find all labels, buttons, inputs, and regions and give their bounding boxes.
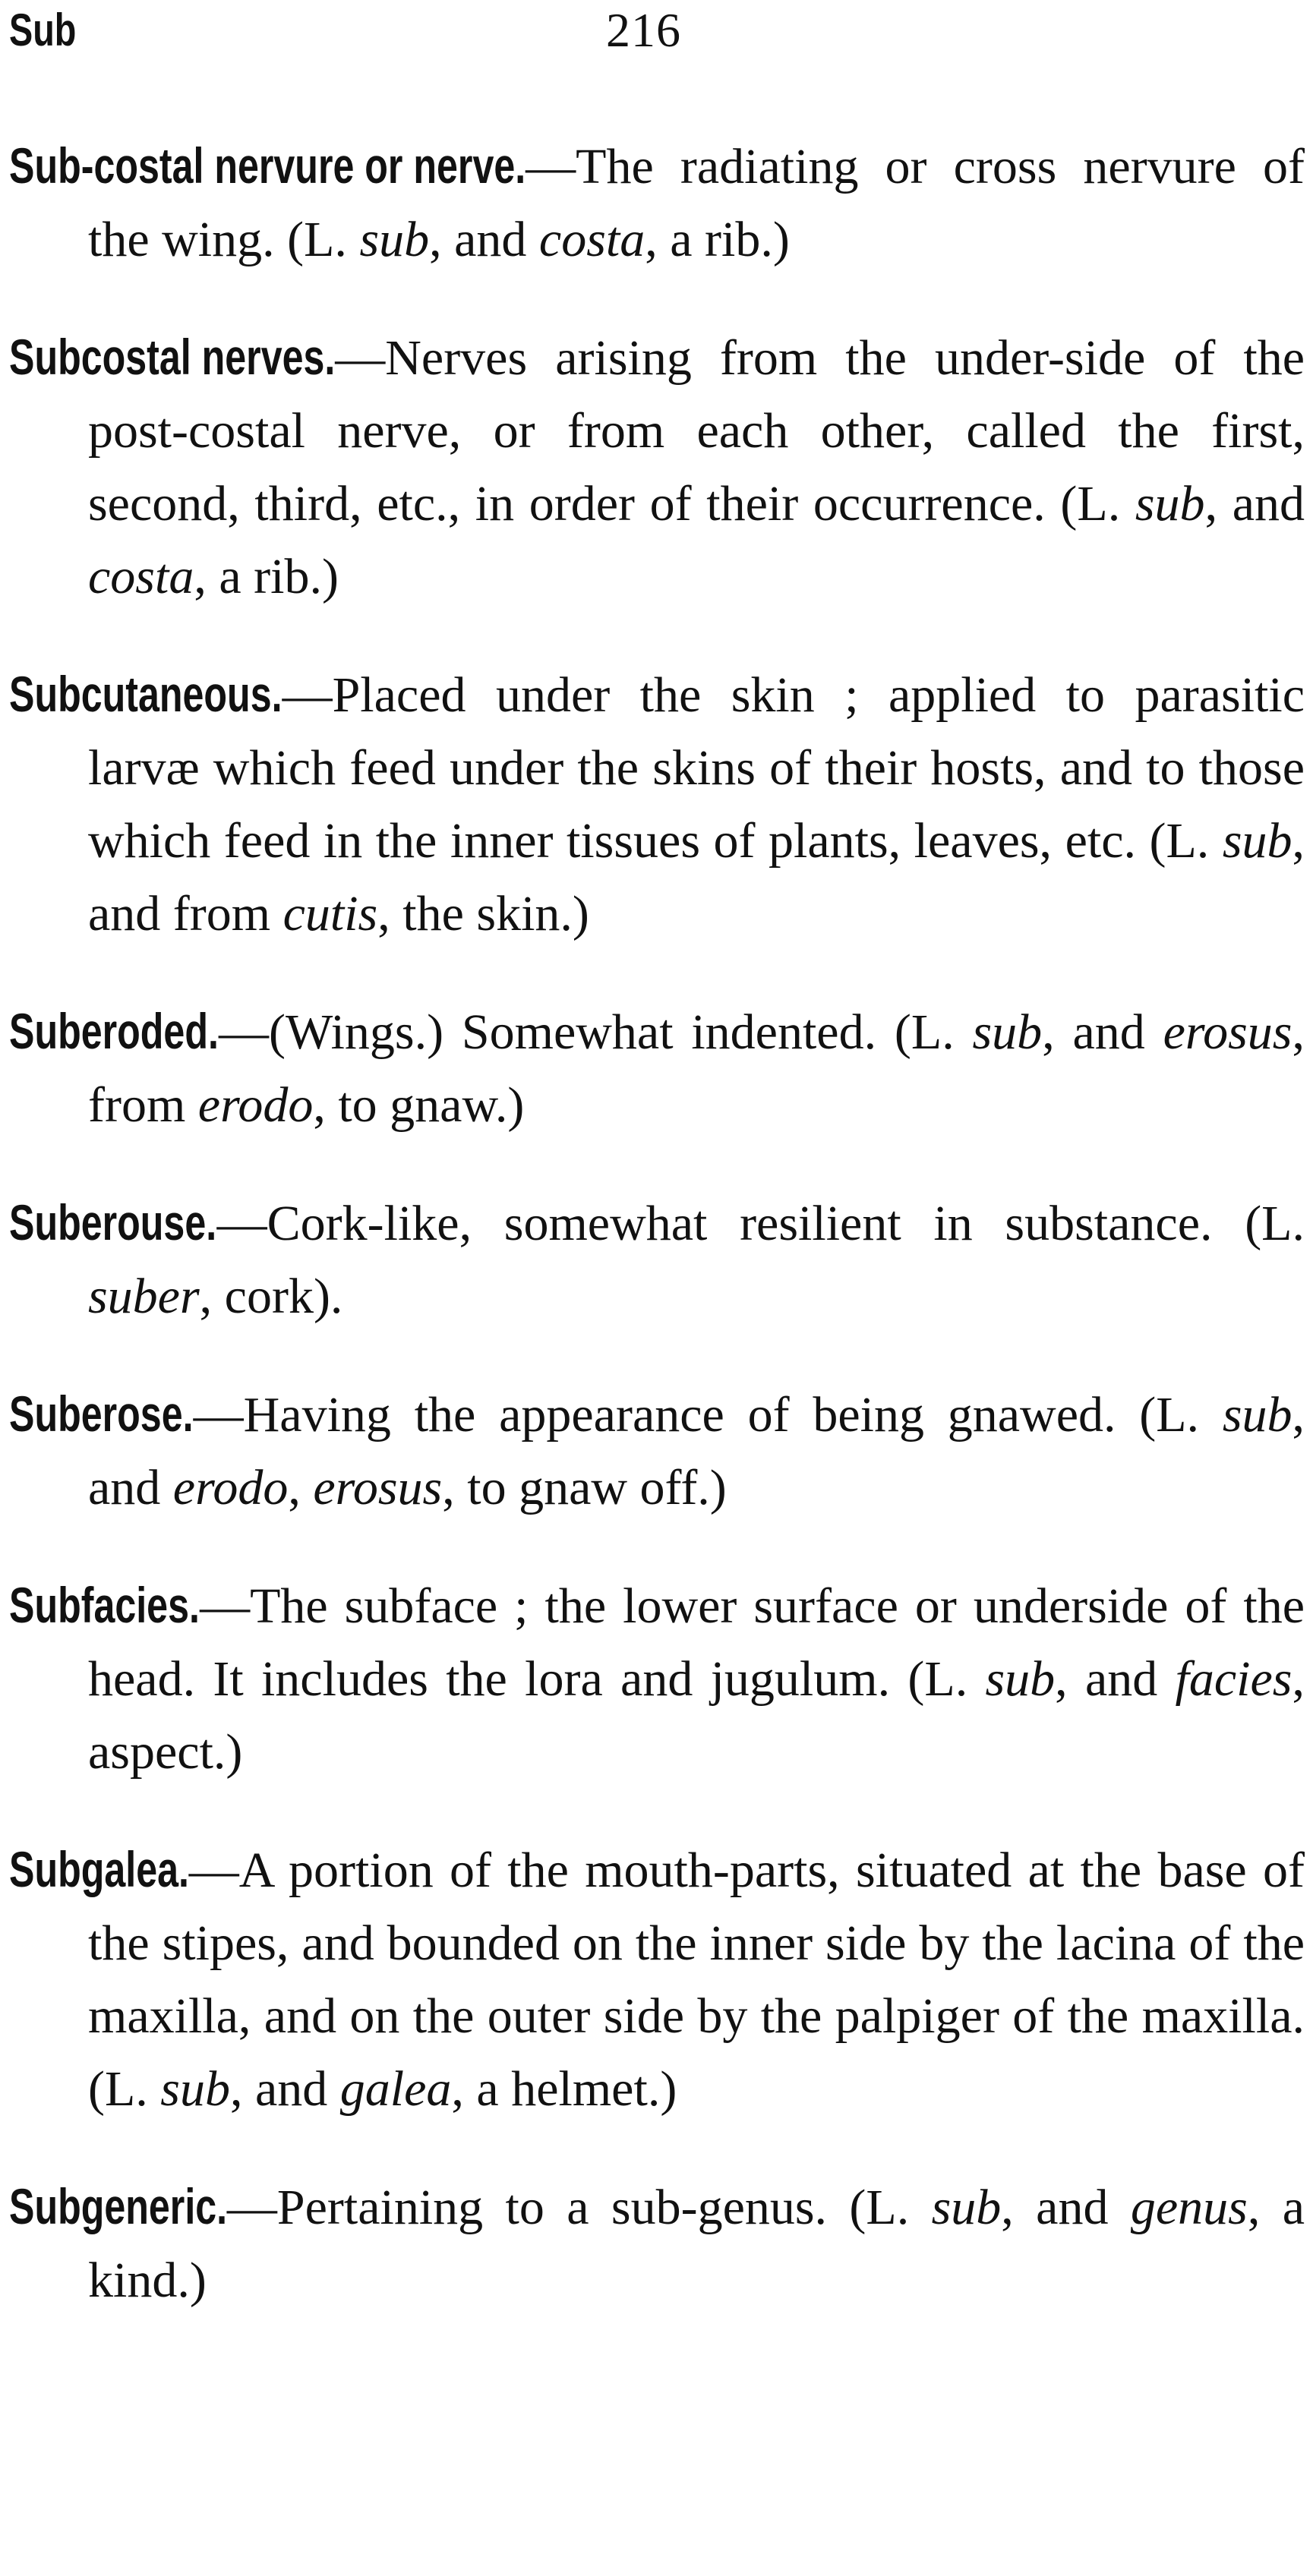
entry-definition: —The radiating or cross nervure of the wing. (L. sub, and costa, a rib.) <box>88 139 1305 267</box>
entry <box>9 1186 1305 1333</box>
entry <box>9 995 1305 1142</box>
entry-definition: —Cork-like, somewhat resilient in substance. (L. suber, cork). <box>88 1196 1305 1324</box>
running-head-word: Sub <box>9 5 77 55</box>
entry-definition: —Having the appearance of being gnawed. (L. sub, and erodo, erosus, to gnaw off.) <box>88 1387 1305 1515</box>
entry <box>9 1833 1305 2126</box>
entry-term: Subcutaneous. <box>9 666 282 722</box>
entry-term: Subcostal nerves. <box>9 329 336 385</box>
entry-definition: —The subface ; the lower surface or underside of the head. It includes the lora and jugulum. (L. sub, and facies, aspect.) <box>88 1578 1305 1780</box>
entry-definition: —Placed under the skin ; applied to parasitic larvæ which feed under the skins of their hosts, and to those which feed in the inner tissues of plants, leaves, etc. (L. sub, and from cutis, the skin.) <box>88 667 1305 941</box>
entry-term: Suberose. <box>9 1386 194 1442</box>
entry-term: Subgeneric. <box>9 2178 228 2234</box>
entry <box>9 129 1305 276</box>
entry <box>9 320 1305 613</box>
entry <box>9 2170 1305 2317</box>
page-number: 216 <box>606 3 681 57</box>
entry-term: Subgalea. <box>9 1841 189 1897</box>
entry <box>9 1569 1305 1789</box>
entry <box>9 1377 1305 1524</box>
entry-term: Subfacies. <box>9 1577 200 1633</box>
entry-definition: —(Wings.) Somewhat indented. (L. sub, and erosus, from erodo, to gnaw.) <box>88 1004 1305 1133</box>
entry-term: Suberouse. <box>9 1194 217 1250</box>
entry-definition: —Pertaining to a sub-genus. (L. sub, and genus, a kind.) <box>88 2180 1305 2308</box>
running-head <box>6 0 1307 91</box>
entry-definition: —A portion of the mouth-parts, situated at the base of the stipes, and bounded on the inner side by the lacina of the maxilla, and on the outer side by the palpiger of the maxilla. (L. sub, and galea, a helmet.) <box>88 1843 1305 2117</box>
entry-term: Sub-costal nervure or nerve. <box>9 137 526 194</box>
entry-list <box>9 129 1305 2361</box>
entry-term: Suberoded. <box>9 1003 219 1059</box>
entry-definition: —Nerves arising from the under-side of the post-costal nerve, or from each other, called the first, second, third, etc., in order of their occurrence. (L. sub, and costa, a rib.) <box>88 330 1305 604</box>
entry <box>9 657 1305 951</box>
